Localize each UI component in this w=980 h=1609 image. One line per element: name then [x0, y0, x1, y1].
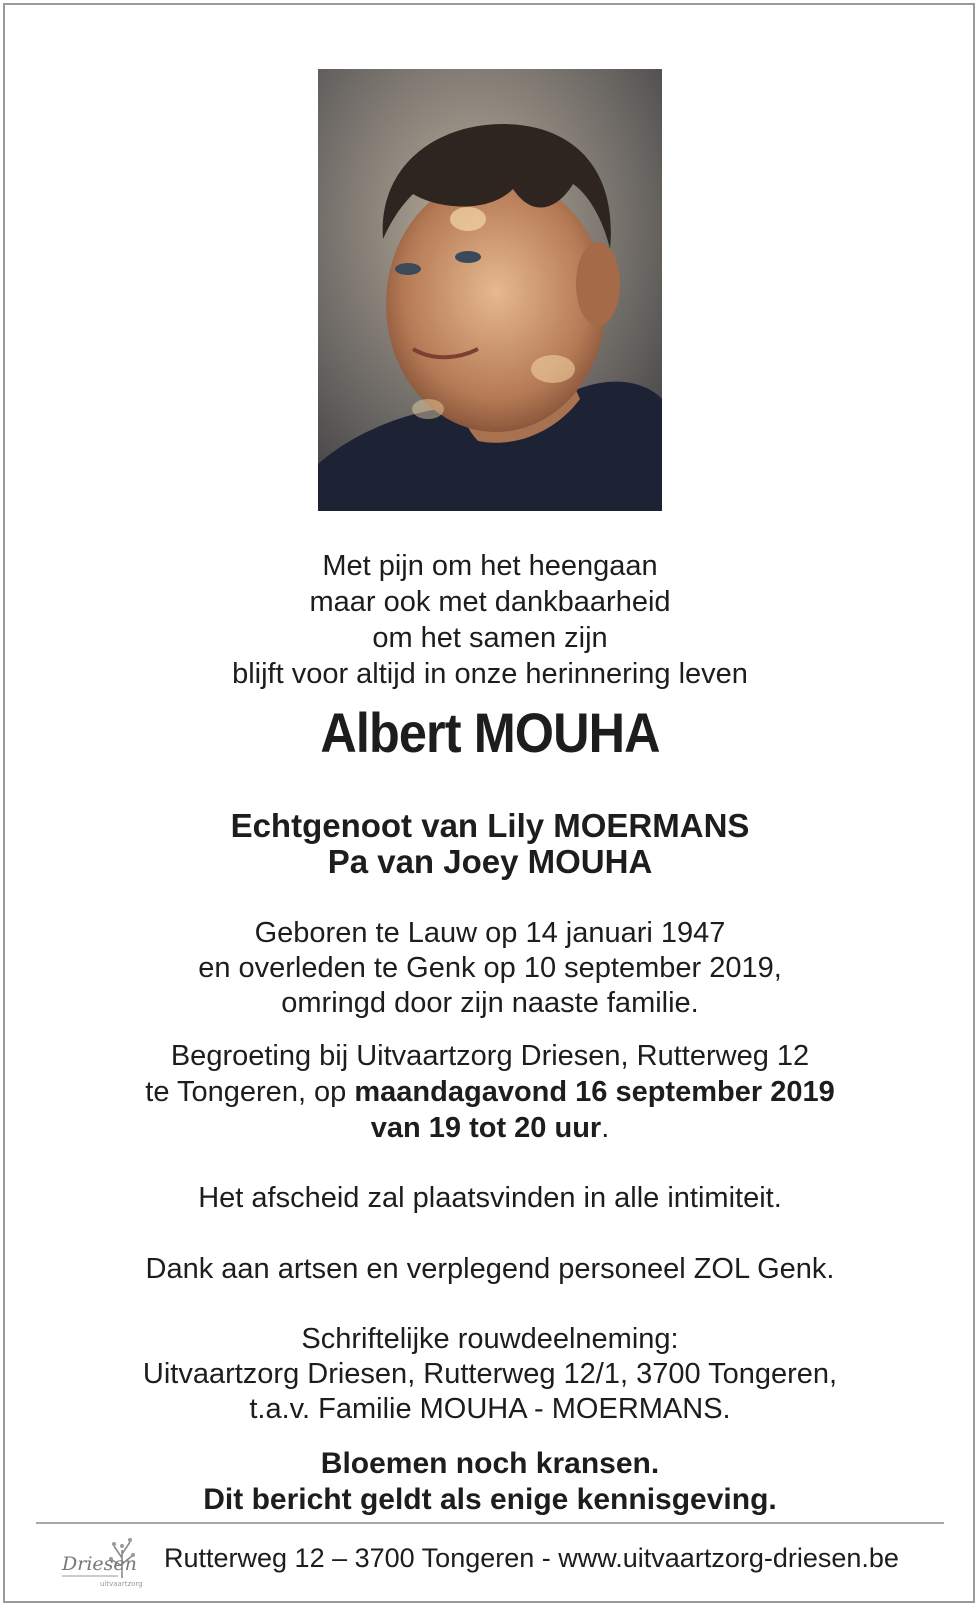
family-line: omringd door zijn naaste familie. [281, 987, 699, 1019]
logo-subtitle: uitvaartzorg [100, 1580, 143, 1588]
visitation-date: maandagavond 16 september 2019 [354, 1076, 835, 1108]
visitation-details [0, 1038, 980, 1146]
deceased-name: Albert MOUHA [320, 701, 660, 764]
birth-line: Geboren te Lauw op 14 januari 1947 [254, 917, 726, 949]
condolence-address [0, 1322, 980, 1427]
relation-spouse: Echtgenoot van Lily MOERMANS [230, 807, 750, 844]
portrait-image [318, 69, 662, 511]
relation-child: Pa van Joey MOUHA [327, 843, 653, 880]
driesen-logo [60, 1530, 144, 1590]
intro-line: om het samen zijn [372, 622, 608, 654]
condolence-recipient: t.a.v. Familie MOUHA - MOERMANS. [249, 1393, 731, 1425]
visitation-prefix: te Tongeren, op [145, 1076, 355, 1108]
visitation-date-line [0, 1074, 980, 1110]
no-flowers-note: Bloemen noch kransen. [320, 1447, 660, 1480]
visitation-time-line [0, 1110, 980, 1146]
logo-name: Driesen [62, 1553, 137, 1575]
notice-statement: Dit bericht geldt als enige kennisgeving. [203, 1483, 777, 1516]
visitation-location: Begroeting bij Uitvaartzorg Driesen, Rutterweg 12 [170, 1040, 810, 1072]
portrait-photo [318, 69, 662, 511]
visitation-suffix: . [601, 1112, 610, 1144]
birth-death-details [0, 916, 980, 1021]
condolence-heading: Schriftelijke rouwdeelneming: [301, 1323, 679, 1355]
footer-address: Rutterweg 12 – 3700 Tongeren - www.uitvaartzorg-driesen.be [164, 1543, 899, 1573]
intro-line: Met pijn om het heengaan [322, 550, 658, 582]
family-relations [0, 808, 980, 880]
farewell-note: Het afscheid zal plaatsvinden in alle intimiteit. [198, 1182, 782, 1214]
death-line: en overleden te Genk op 10 september 2019, [198, 952, 782, 984]
closing-notice [0, 1446, 980, 1518]
intro-line: blijft voor altijd in onze herinnering leven [232, 658, 748, 690]
footer-divider [36, 1522, 944, 1524]
thanks-note: Dank aan artsen en verplegend personeel ZOL Genk. [145, 1253, 835, 1285]
intro-verse [0, 548, 980, 692]
tree-icon [60, 1530, 144, 1590]
visitation-time: van 19 tot 20 uur [370, 1112, 602, 1144]
intro-line: maar ook met dankbaarheid [309, 586, 671, 618]
condolence-street: Uitvaartzorg Driesen, Rutterweg 12/1, 3700 Tongeren, [142, 1358, 838, 1390]
